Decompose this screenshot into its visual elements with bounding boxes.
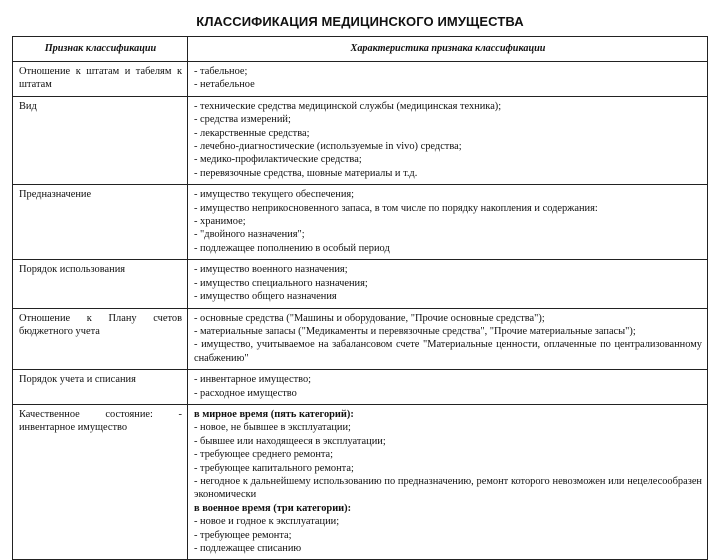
table-row — [13, 370, 708, 405]
criterion-cell: Качественное состояние: - инвентарное имущество — [13, 404, 188, 559]
criterion-cell: Предназначение — [13, 185, 188, 260]
list-item: - требующее ремонта; — [194, 529, 292, 541]
header-criterion: Признак классификации — [13, 37, 188, 62]
list-item: - технические средства медицинской службы (медицинская техника); — [194, 100, 502, 112]
list-item: - хранимое; — [194, 216, 246, 228]
list-item: - имущество текущего обеспечения; — [194, 189, 355, 201]
category-heading: в военное время (три категории): — [194, 502, 352, 514]
classification-table — [12, 36, 708, 560]
list-item: - лечебно-диагностические (используемые in vivo) средства; — [194, 141, 462, 153]
list-item: - новое, не бывшее в эксплуатации; — [194, 422, 351, 434]
table-row — [13, 185, 708, 260]
list-item: - средства измерений; — [194, 114, 291, 126]
list-item: - инвентарное имущество; — [194, 374, 312, 386]
list-item: - подлежащее пополнению в особый период — [194, 242, 390, 254]
criterion-cell: Отношение к Плану счетов бюджетного учета — [13, 308, 188, 370]
table-row — [13, 62, 708, 97]
list-item: - негодное к дальнейшему использованию по предназначению, ремонт которого невозможен или нецелесообразен экономически — [194, 475, 702, 501]
characteristic-cell — [188, 370, 708, 405]
list-item: - имущество неприкосновенного запаса, в том числе по порядку накопления и содержания: — [194, 202, 598, 214]
characteristic-cell — [188, 308, 708, 370]
characteristic-cell — [188, 185, 708, 260]
list-item: - лекарственные средства; — [194, 127, 310, 139]
list-item: - "двойного назначения"; — [194, 229, 305, 241]
list-item: - имущество специального назначения; — [194, 277, 368, 289]
list-item: - имущество общего назначения — [194, 291, 337, 303]
characteristic-cell — [188, 260, 708, 308]
list-item: - требующее капитального ремонта; — [194, 462, 354, 474]
page-title: КЛАССИФИКАЦИЯ МЕДИЦИНСКОГО ИМУЩЕСТВА — [196, 14, 524, 29]
list-item: - подлежащее списанию — [194, 543, 302, 554]
list-item: - табельное; — [194, 66, 248, 77]
list-item: - новое и годное к эксплуатации; — [194, 516, 340, 528]
table-row — [13, 260, 708, 308]
category-heading: в мирное время (пять категорий): — [194, 408, 354, 420]
characteristic-cell — [188, 96, 708, 184]
characteristic-cell — [188, 404, 708, 559]
criterion-cell: Вид — [13, 96, 188, 184]
criterion-cell: Порядок учета и списания — [13, 370, 188, 405]
list-item: - основные средства ("Машины и оборудование, "Прочие основные средства"); — [194, 312, 545, 324]
list-item: - имущество, учитываемое на забалансовом счете "Материальные ценности, оплаченные по централизованному снабжению" — [194, 339, 702, 364]
list-item: - расходное имущество — [194, 387, 297, 399]
list-item: - нетабельное — [194, 79, 255, 91]
criterion-cell: Порядок использования — [13, 260, 188, 308]
list-item: - требующее среднего ремонта; — [194, 449, 334, 461]
criterion-cell: Отношение к штатам и табелям к штатам — [13, 62, 188, 97]
header-characteristic: Характеристика признака классификации — [188, 37, 708, 62]
list-item: - имущество военного назначения; — [194, 264, 348, 276]
table-row — [13, 308, 708, 370]
table-header-row — [13, 37, 708, 62]
characteristic-cell — [188, 62, 708, 97]
table-row — [13, 404, 708, 559]
list-item: - бывшее или находящееся в эксплуатации; — [194, 435, 386, 447]
list-item: - материальные запасы ("Медикаменты и перевязочные средства", "Прочие материальные запасы"); — [194, 325, 636, 337]
list-item: - перевязочные средства, шовные материалы и т.д. — [194, 167, 418, 179]
list-item: - медико-профилактические средства; — [194, 154, 362, 166]
table-row — [13, 96, 708, 184]
